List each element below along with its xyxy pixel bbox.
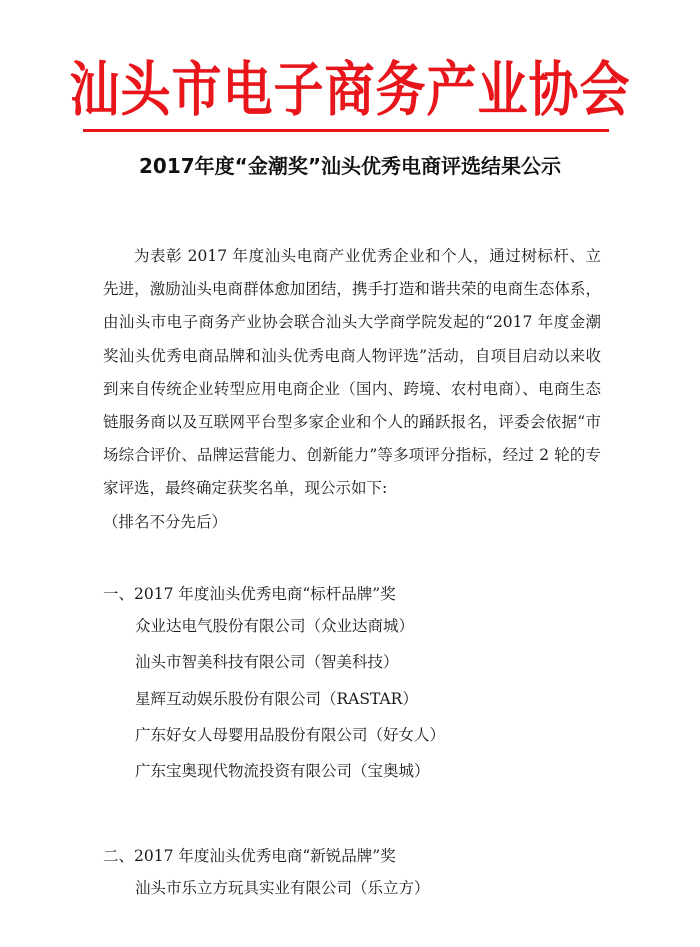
list-item: 众业达电气股份有限公司（众业达商城） [135,617,415,635]
document-title: 2017年度“金潮奖”汕头优秀电商评选结果公示 [139,154,561,178]
section-heading: 一、2017 年度汕头优秀电商“标杆品牌”奖 [103,585,396,603]
list-item: 广东宝奥现代物流投资有限公司（宝奥城） [135,762,430,781]
list-item: 广东好女人母婴用品股份有限公司（好女人） [135,725,446,744]
organization-name: 汕头市电子商务产业协会 [69,55,631,124]
letterhead-divider [83,129,609,132]
winner-list [103,870,643,906]
intro-block [103,240,601,539]
list-item: 汕头市乐立方玩具实业有限公司（乐立方） [135,879,430,897]
award-section-benchmark-brand [103,580,643,789]
list-item: 汕头市智美科技有限公司（智美科技） [135,653,399,672]
winner-list [103,608,643,789]
list-item: 星辉互动娱乐股份有限公司（RASTAR） [135,689,418,708]
intro-paragraph: 为表彰 2017 年度汕头电商产业优秀企业和个人，通过树标杆、立先进，激励汕头电商群体愈加团结，携手打造和谐共荣的电商生态体系，由汕头市电子商务产业协会联合汕头大学商学院发起的“2017 年度金潮奖汕头优秀电商品牌和汕头优秀电商人物评选”活动，自项目启动以来收到来自传统企业转型应用电商企业（国内、跨境、农村电商）、电商生态链服务商以及互联网平台型多家企业和个人的踊跃报名，评委会依据“市场综合评价、品牌运营能力、创新能力”等多项评分指标，经过 2 轮的专家评选，最终确定获奖名单，现公示如下: [103,247,601,498]
section-heading: 二、2017 年度汕头优秀电商“新锐品牌”奖 [103,847,396,865]
award-section-emerging-brand [103,842,643,906]
letterhead [0,52,700,124]
ranking-note: （排名不分先后） [103,512,228,531]
